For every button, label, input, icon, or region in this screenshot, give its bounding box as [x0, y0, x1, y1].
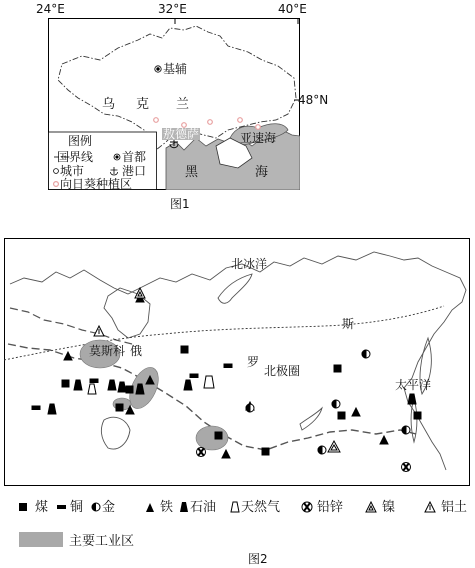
legend-port-label: 港口	[122, 164, 147, 178]
pacific-label: 太平洋	[395, 378, 432, 392]
oil-marker	[136, 384, 144, 394]
coal-marker	[215, 432, 222, 439]
legend-city-symbol	[54, 169, 59, 174]
legend-industrial-symbol	[19, 532, 63, 547]
coal-marker	[62, 380, 69, 387]
legend-gas-symbol	[231, 502, 239, 512]
figure2-map	[4, 238, 470, 486]
legend-iron-label: 铁	[160, 500, 174, 515]
legend-copper-symbol	[57, 505, 66, 509]
legend-capital-symbol	[114, 154, 120, 160]
coal-marker	[334, 365, 341, 372]
legend-coal-symbol	[19, 503, 27, 511]
coal-marker	[116, 404, 123, 411]
legend-sunflower-symbol	[54, 182, 59, 187]
coal-marker	[126, 386, 133, 393]
legend-bauxite-label: 铝土	[441, 500, 468, 515]
gas-marker	[204, 376, 214, 388]
oil-marker	[118, 382, 126, 392]
legend-border-label: 国界线	[57, 150, 94, 164]
leadzinc-marker	[197, 448, 206, 457]
coal-marker	[414, 412, 421, 419]
coal-marker	[338, 412, 345, 419]
oil-marker	[74, 380, 82, 390]
oil-marker	[184, 380, 192, 390]
country-char-2: 克	[136, 97, 150, 112]
azov-label: 亚速海	[240, 131, 277, 145]
gas-marker	[88, 384, 96, 394]
gold-marker	[318, 446, 326, 454]
oil-marker	[408, 394, 416, 404]
legend-sunflower-label: 向日葵种植区	[60, 177, 133, 191]
legend-nickel-symbol	[366, 502, 376, 512]
gold-marker	[402, 426, 410, 434]
copper-marker	[224, 364, 232, 368]
leadzinc-marker	[402, 463, 411, 472]
country-char-1: 乌	[102, 97, 116, 112]
coal-marker	[262, 448, 269, 455]
lon-label-24e: 24°E	[36, 2, 65, 16]
legend-coal-label: 煤	[35, 500, 49, 515]
legend-industrial-label: 主要工业区	[69, 534, 135, 549]
legend-copper-label: 铜	[70, 500, 84, 515]
oil-marker	[108, 380, 116, 390]
kiev-label: 基辅	[163, 62, 188, 76]
legend-leadzinc-symbol	[302, 502, 312, 512]
legend-city-label: 城市	[60, 164, 85, 178]
siberia-industrial-region	[196, 426, 228, 450]
legend-oil-symbol	[180, 502, 188, 512]
legend-bauxite-symbol	[425, 502, 435, 512]
legend-gas-label: 天然气	[241, 500, 281, 515]
copper-marker	[32, 406, 40, 410]
country-char-e: 俄	[130, 344, 143, 358]
gold-marker	[246, 404, 254, 412]
legend-iron-symbol	[146, 503, 154, 512]
moscow-label: 莫斯科	[89, 344, 126, 358]
country-char-3: 兰	[176, 97, 190, 112]
black-sea-label-2: 海	[255, 165, 269, 180]
oil-marker	[48, 404, 56, 414]
black-sea-label-1: 黑	[185, 165, 199, 180]
kiev-capital-marker	[155, 66, 161, 72]
lon-label-32e: 32°E	[158, 2, 187, 16]
arctic-ocean-label: 北冰洋	[231, 257, 268, 271]
legend-nickel-label: 镍	[382, 500, 396, 515]
lat-label-48n: 48°N	[298, 93, 329, 107]
gold-marker	[332, 400, 340, 408]
lon-label-40e: 40°E	[278, 2, 307, 16]
country-char-luo: 罗	[247, 355, 260, 369]
legend-oil-label: 石油	[190, 500, 217, 515]
figure2-caption: 图2	[248, 552, 268, 566]
copper-marker	[190, 374, 198, 378]
arctic-circle-label: 北极圈	[264, 364, 301, 378]
copper-marker	[90, 379, 98, 383]
legend-gold-symbol	[92, 503, 100, 511]
gold-marker	[362, 350, 370, 358]
legend-title: 图例	[68, 134, 93, 148]
legend-leadzinc-label: 铅锌	[317, 500, 344, 515]
odessa-label: 敖德萨	[163, 127, 200, 141]
country-char-si: 斯	[342, 317, 355, 331]
legend-gold-label: 金	[102, 500, 116, 515]
figure1-caption: 图1	[170, 197, 190, 211]
legend-capital-label: 首都	[122, 150, 147, 164]
coal-marker	[181, 346, 188, 353]
